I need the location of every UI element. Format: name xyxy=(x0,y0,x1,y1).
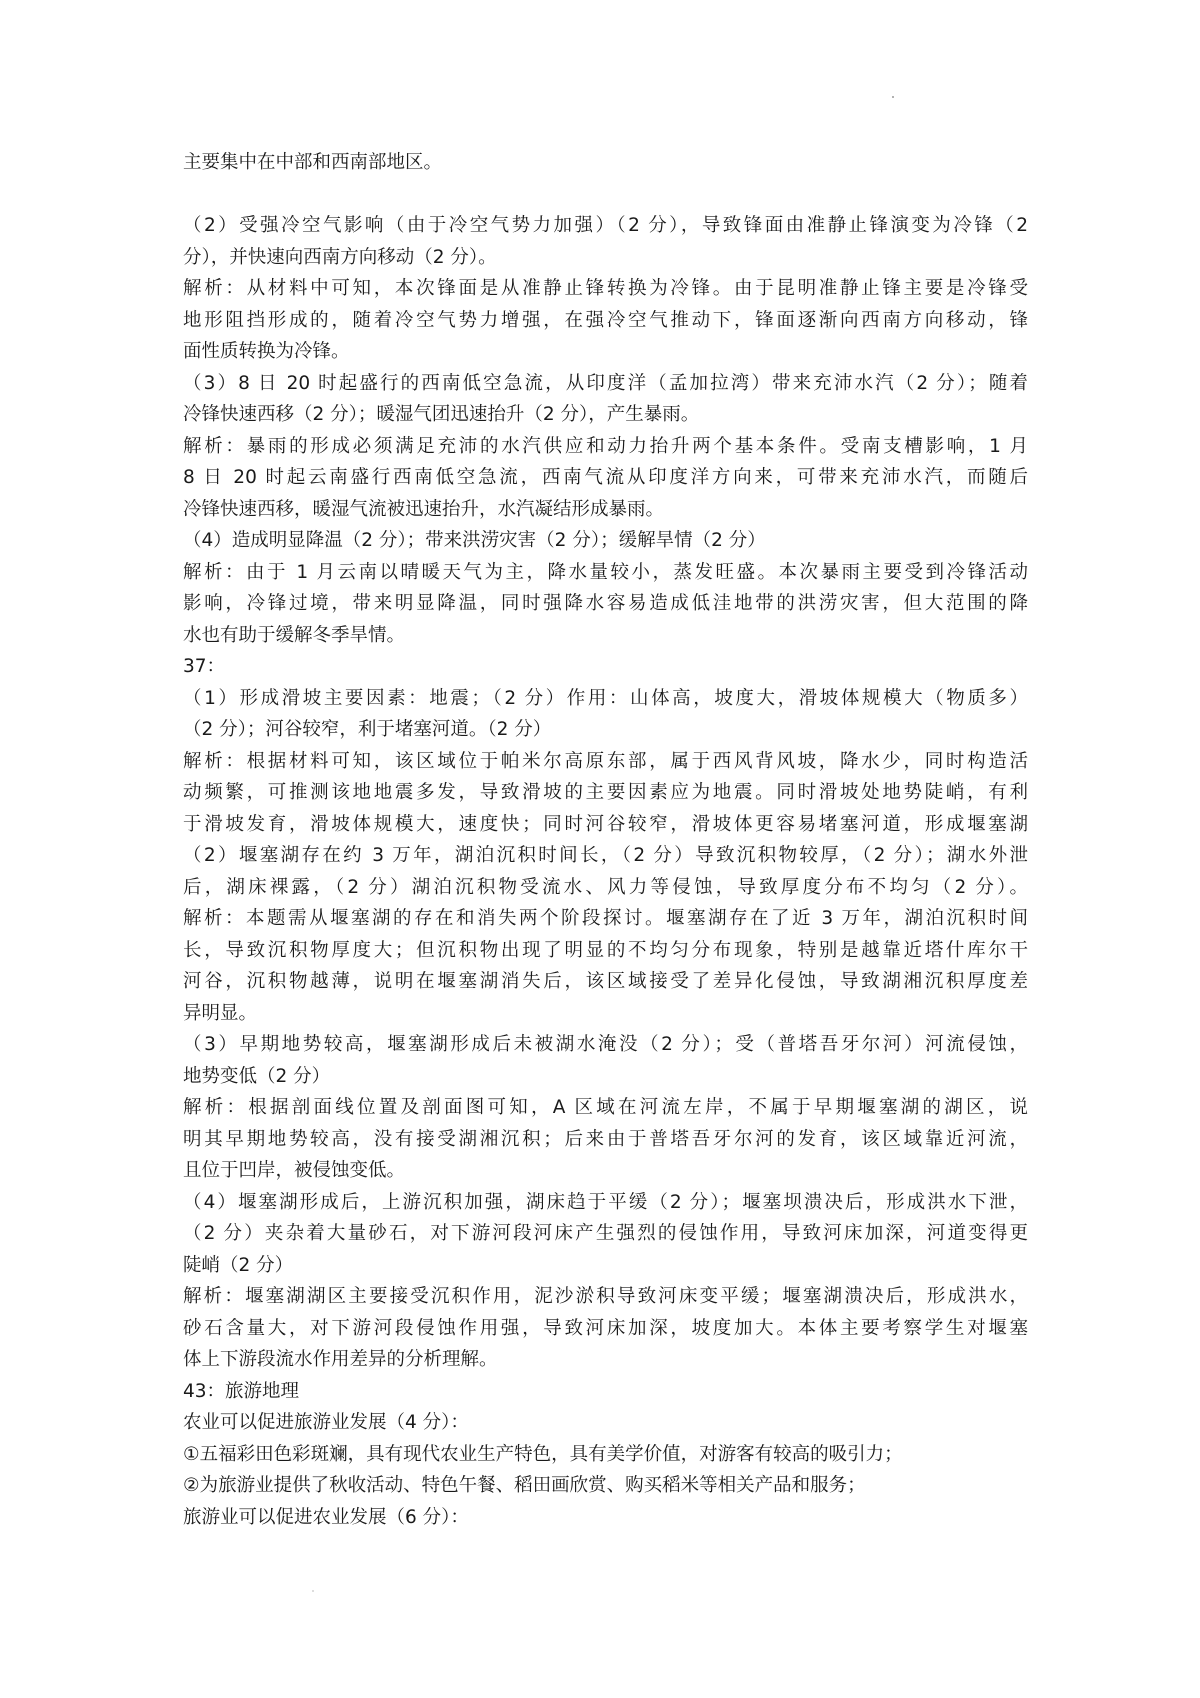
text-line: 地势变低（2 分） xyxy=(183,1065,331,1087)
blank-line xyxy=(183,179,1028,211)
text-line: 分），并快速向西南方向移动（2 分）。 xyxy=(183,246,497,268)
text-line: 长，导致沉积物厚度大；但沉积物出现了明显的不均匀分布现象，特别是越靠近塔什库尔干 xyxy=(183,939,1028,961)
text-line: 冷锋快速西移，暖湿气流被迅速抬升，水汽凝结形成暴雨。 xyxy=(183,498,665,520)
text-line: 砂石含量大，对下游河段侵蚀作用强，导致河床加深，坡度加大。本体主要考察学生对堰塞 xyxy=(183,1317,1028,1339)
text-line: 于滑坡发育，滑坡体规模大，速度快；同时河谷较窄，滑坡体更容易堵塞河道，形成堰塞湖 xyxy=(183,813,1028,835)
scan-speck xyxy=(312,1590,314,1592)
text-line: 后，湖床裸露，（2 分）湖泊沉积物受流水、风力等侵蚀，导致厚度分布不均匀（2 分）。 xyxy=(183,876,1028,898)
text-line: 地形阻挡形成的，随着冷空气势力增强，在强冷空气推动下，锋面逐渐向西南方向移动，锋 xyxy=(183,309,1028,331)
text-line: 解析：根据材料可知，该区域位于帕米尔高原东部，属于西风背风坡，降水少，同时构造活 xyxy=(183,750,1028,772)
text-line: ①五福彩田色彩斑斓，具有现代农业生产特色，具有美学价值，对游客有较高的吸引力； xyxy=(183,1443,903,1465)
text-line: 冷锋快速西移（2 分）；暖湿气团迅速抬升（2 分），产生暴雨。 xyxy=(183,404,700,425)
answer-text-body xyxy=(183,147,1028,1533)
text-line: （2）受强冷空气影响（由于冷空气势力加强）（2 分），导致锋面由准静止锋演变为冷锋（2 xyxy=(183,215,1028,236)
scan-speck xyxy=(892,96,894,98)
text-line: 影响，冷锋过境，带来明显降温，同时强降水容易造成低洼地带的洪涝灾害，但大范围的降 xyxy=(183,593,1028,614)
text-line: 解析：暴雨的形成必须满足充沛的水汽供应和动力抬升两个基本条件。受南支槽影响，1 月 xyxy=(183,435,1028,457)
text-line: 主要集中在中部和西南部地区。 xyxy=(183,152,443,173)
text-line: 8 日 20 时起云南盛行西南低空急流，西南气流从印度洋方向来，可带来充沛水汽，而随后 xyxy=(183,467,1028,488)
section-heading: 43：旅游地理 xyxy=(183,1380,300,1402)
text-line: 动频繁，可推测该地地震多发，导致滑坡的主要因素应为地震。同时滑坡处地势陡峭，有利 xyxy=(183,782,1028,803)
text-line: 解析：从材料中可知，本次锋面是从准静止锋转换为冷锋。由于昆明准静止锋主要是冷锋受 xyxy=(183,278,1028,299)
text-line: 解析：堰塞湖湖区主要接受沉积作用，泥沙淤积导致河床变平缓；堰塞湖溃决后，形成洪水， xyxy=(183,1286,1028,1307)
text-line: （2 分）；河谷较窄，利于堵塞河道。（2 分） xyxy=(183,719,552,740)
text-line: 农业可以促进旅游业发展（4 分）： xyxy=(183,1412,469,1433)
text-line: （3）8 日 20 时起盛行的西南低空急流，从印度洋（孟加拉湾）带来充沛水汽（2 分）；随着 xyxy=(183,372,1028,394)
text-line: （4）堰塞湖形成后，上游沉积加强，湖床趋于平缓（2 分）；堰塞坝溃决后，形成洪水下泄， xyxy=(183,1191,1028,1213)
text-line: 面性质转换为冷锋。 xyxy=(183,341,350,362)
text-line: （3）早期地势较高，堰塞湖形成后未被湖水淹没（2 分）；受（普塔吾牙尔河）河流侵蚀， xyxy=(183,1034,1028,1055)
text-line: 陡峭（2 分） xyxy=(183,1254,294,1276)
text-line: 体上下游段流水作用差异的分析理解。 xyxy=(183,1349,498,1370)
text-line: （2 分）夹杂着大量砂石，对下游河段河床产生强烈的侵蚀作用，导致河床加深，河道变得更 xyxy=(183,1223,1028,1244)
text-line: 水也有助于缓解冬季旱情。 xyxy=(183,624,406,646)
text-line: （4）造成明显降温（2 分）；带来洪涝灾害（2 分）；缓解旱情（2 分） xyxy=(183,530,766,551)
text-line: 且位于凹岸，被侵蚀变低。 xyxy=(183,1160,406,1181)
text-line: 河谷，沉积物越薄，说明在堰塞湖消失后，该区域接受了差异化侵蚀，导致湖湘沉积厚度差 xyxy=(183,971,1028,992)
text-line: 异明显。 xyxy=(183,1002,258,1024)
text-line: 解析：本题需从堰塞湖的存在和消失两个阶段探讨。堰塞湖存在了近 3 万年，湖泊沉积时间 xyxy=(183,908,1028,929)
text-line: 解析：根据剖面线位置及剖面图可知，A 区域在河流左岸，不属于早期堰塞湖的湖区，说 xyxy=(183,1097,1028,1118)
text-line: （2）堰塞湖存在约 3 万年，湖泊沉积时间长，（2 分）导致沉积物较厚，（2 分）；湖水外泄 xyxy=(183,845,1028,866)
text-line: 明其早期地势较高，没有接受湖湘沉积；后来由于普塔吾牙尔河的发育，该区域靠近河流， xyxy=(183,1128,1028,1150)
text-line: 解析：由于 1 月云南以晴暖天气为主，降水量较小，蒸发旺盛。本次暴雨主要受到冷锋活动 xyxy=(183,561,1028,583)
text-line: （1）形成滑坡主要因素：地震；（2 分）作用：山体高，坡度大，滑坡体规模大（物质多） xyxy=(183,687,1028,709)
question-number: 37： xyxy=(183,656,226,677)
text-line: 旅游业可以促进农业发展（6 分）： xyxy=(183,1506,469,1528)
text-line: ②为旅游业提供了秋收活动、特色午餐、稻田画欣赏、购买稻米等相关产品和服务； xyxy=(183,1475,866,1496)
